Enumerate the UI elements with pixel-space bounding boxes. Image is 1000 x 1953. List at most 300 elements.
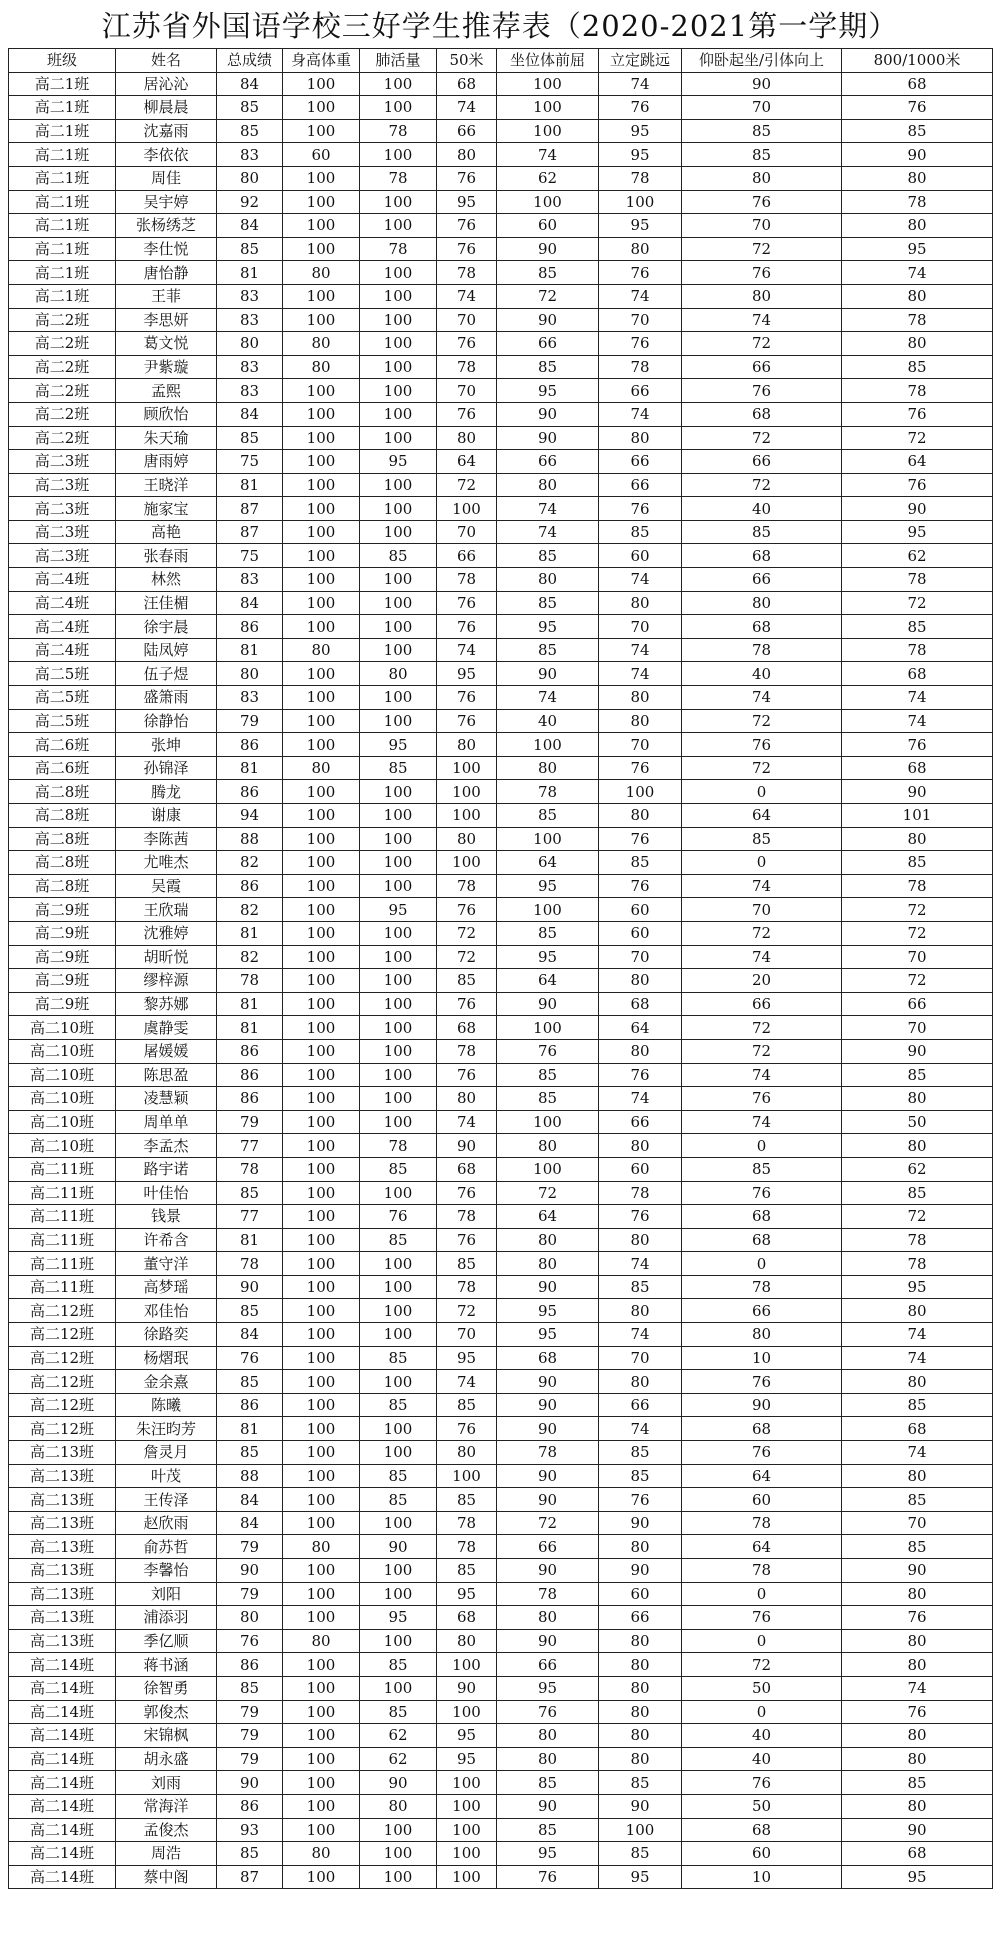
run-50m-cell: 76 [437, 709, 497, 733]
lung-capacity-cell: 85 [360, 756, 437, 780]
situps-pullups-cell: 50 [682, 1794, 842, 1818]
name-cell: 常海洋 [116, 1794, 217, 1818]
situps-pullups-cell: 76 [682, 379, 842, 403]
run-800-1000m-cell: 78 [842, 638, 993, 662]
sit-reach-cell: 95 [497, 945, 599, 969]
class-cell: 高二3班 [9, 497, 116, 521]
sit-reach-cell: 90 [497, 1275, 599, 1299]
run-800-1000m-cell: 85 [842, 615, 993, 639]
class-cell: 高二8班 [9, 804, 116, 828]
situps-pullups-cell: 76 [682, 190, 842, 214]
run-800-1000m-cell: 90 [842, 143, 993, 167]
sit-reach-cell: 64 [497, 969, 599, 993]
sit-reach-cell: 100 [497, 827, 599, 851]
column-header-50m: 50米 [437, 49, 497, 73]
lung-capacity-cell: 100 [360, 591, 437, 615]
situps-pullups-cell: 76 [682, 1370, 842, 1394]
lung-capacity-cell: 100 [360, 284, 437, 308]
total-cell: 79 [217, 1110, 283, 1134]
long-jump-cell: 80 [599, 969, 682, 993]
name-cell: 叶佳怡 [116, 1181, 217, 1205]
situps-pullups-cell: 85 [682, 1157, 842, 1181]
long-jump-cell: 74 [599, 662, 682, 686]
class-cell: 高二14班 [9, 1676, 116, 1700]
situps-pullups-cell: 0 [682, 1134, 842, 1158]
total-cell: 92 [217, 190, 283, 214]
height-weight-cell: 80 [283, 261, 360, 285]
table-row [9, 1039, 993, 1063]
situps-pullups-cell: 76 [682, 1441, 842, 1465]
total-cell: 83 [217, 379, 283, 403]
sit-reach-cell: 95 [497, 379, 599, 403]
height-weight-cell: 100 [283, 544, 360, 568]
table-row [9, 733, 993, 757]
height-weight-cell: 100 [283, 1653, 360, 1677]
run-50m-cell: 78 [437, 568, 497, 592]
run-800-1000m-cell: 85 [842, 1181, 993, 1205]
run-50m-cell: 78 [437, 1039, 497, 1063]
situps-pullups-cell: 90 [682, 1393, 842, 1417]
column-header-name: 姓名 [116, 49, 217, 73]
class-cell: 高二1班 [9, 166, 116, 190]
lung-capacity-cell: 100 [360, 921, 437, 945]
lung-capacity-cell: 78 [360, 119, 437, 143]
class-cell: 高二13班 [9, 1629, 116, 1653]
class-cell: 高二11班 [9, 1205, 116, 1229]
run-800-1000m-cell: 85 [842, 1488, 993, 1512]
run-800-1000m-cell: 68 [842, 756, 993, 780]
class-cell: 高二13班 [9, 1559, 116, 1583]
situps-pullups-cell: 40 [682, 1747, 842, 1771]
name-cell: 周佳 [116, 166, 217, 190]
total-cell: 81 [217, 261, 283, 285]
situps-pullups-cell: 70 [682, 898, 842, 922]
lung-capacity-cell: 100 [360, 615, 437, 639]
recommendation-table [8, 48, 993, 1889]
long-jump-cell: 66 [599, 1393, 682, 1417]
run-50m-cell: 68 [437, 72, 497, 96]
long-jump-cell: 85 [599, 1464, 682, 1488]
total-cell: 82 [217, 898, 283, 922]
situps-pullups-cell: 70 [682, 96, 842, 120]
lung-capacity-cell: 100 [360, 804, 437, 828]
run-50m-cell: 64 [437, 450, 497, 474]
table-row [9, 1794, 993, 1818]
name-cell: 孟熙 [116, 379, 217, 403]
name-cell: 董守洋 [116, 1252, 217, 1276]
run-800-1000m-cell: 90 [842, 1039, 993, 1063]
table-row [9, 1299, 993, 1323]
lung-capacity-cell: 100 [360, 992, 437, 1016]
run-50m-cell: 100 [437, 1865, 497, 1889]
sit-reach-cell: 76 [497, 1039, 599, 1063]
long-jump-cell: 95 [599, 119, 682, 143]
run-50m-cell: 76 [437, 1228, 497, 1252]
lung-capacity-cell: 85 [360, 1464, 437, 1488]
class-cell: 高二11班 [9, 1275, 116, 1299]
situps-pullups-cell: 72 [682, 1039, 842, 1063]
run-50m-cell: 66 [437, 544, 497, 568]
lung-capacity-cell: 100 [360, 1582, 437, 1606]
table-row [9, 284, 993, 308]
class-cell: 高二6班 [9, 756, 116, 780]
name-cell: 俞苏哲 [116, 1535, 217, 1559]
lung-capacity-cell: 78 [360, 166, 437, 190]
run-50m-cell: 100 [437, 497, 497, 521]
table-row [9, 1275, 993, 1299]
height-weight-cell: 100 [283, 898, 360, 922]
total-cell: 81 [217, 473, 283, 497]
sit-reach-cell: 78 [497, 1441, 599, 1465]
name-cell: 居沁沁 [116, 72, 217, 96]
sit-reach-cell: 76 [497, 1865, 599, 1889]
lung-capacity-cell: 85 [360, 1488, 437, 1512]
long-jump-cell: 95 [599, 143, 682, 167]
total-cell: 85 [217, 96, 283, 120]
height-weight-cell: 100 [283, 308, 360, 332]
height-weight-cell: 80 [283, 638, 360, 662]
sit-reach-cell: 95 [497, 1842, 599, 1866]
run-50m-cell: 68 [437, 1157, 497, 1181]
run-50m-cell: 100 [437, 756, 497, 780]
table-row [9, 1063, 993, 1087]
run-50m-cell: 74 [437, 638, 497, 662]
class-cell: 高二10班 [9, 1039, 116, 1063]
class-cell: 高二14班 [9, 1700, 116, 1724]
height-weight-cell: 100 [283, 214, 360, 238]
class-cell: 高二13班 [9, 1464, 116, 1488]
class-cell: 高二14班 [9, 1653, 116, 1677]
lung-capacity-cell: 100 [360, 520, 437, 544]
long-jump-cell: 85 [599, 851, 682, 875]
column-header-total: 总成绩 [217, 49, 283, 73]
table-row [9, 1511, 993, 1535]
total-cell: 86 [217, 874, 283, 898]
total-cell: 86 [217, 780, 283, 804]
lung-capacity-cell: 100 [360, 686, 437, 710]
long-jump-cell: 78 [599, 1181, 682, 1205]
sit-reach-cell: 95 [497, 874, 599, 898]
sit-reach-cell: 100 [497, 119, 599, 143]
long-jump-cell: 85 [599, 1771, 682, 1795]
run-800-1000m-cell: 85 [842, 851, 993, 875]
run-50m-cell: 100 [437, 851, 497, 875]
long-jump-cell: 80 [599, 1700, 682, 1724]
total-cell: 83 [217, 284, 283, 308]
run-50m-cell: 74 [437, 1110, 497, 1134]
run-800-1000m-cell: 72 [842, 426, 993, 450]
long-jump-cell: 80 [599, 1134, 682, 1158]
lung-capacity-cell: 76 [360, 1205, 437, 1229]
run-50m-cell: 100 [437, 804, 497, 828]
situps-pullups-cell: 40 [682, 662, 842, 686]
situps-pullups-cell: 76 [682, 1087, 842, 1111]
class-cell: 高二14班 [9, 1724, 116, 1748]
lung-capacity-cell: 100 [360, 1511, 437, 1535]
run-50m-cell: 76 [437, 1417, 497, 1441]
lung-capacity-cell: 100 [360, 426, 437, 450]
run-50m-cell: 85 [437, 1393, 497, 1417]
run-50m-cell: 72 [437, 1299, 497, 1323]
lung-capacity-cell: 95 [360, 1606, 437, 1630]
lung-capacity-cell: 85 [360, 1393, 437, 1417]
total-cell: 84 [217, 402, 283, 426]
sit-reach-cell: 90 [497, 308, 599, 332]
long-jump-cell: 70 [599, 615, 682, 639]
height-weight-cell: 100 [283, 921, 360, 945]
lung-capacity-cell: 78 [360, 237, 437, 261]
run-800-1000m-cell: 72 [842, 591, 993, 615]
name-cell: 胡永盛 [116, 1747, 217, 1771]
sit-reach-cell: 80 [497, 473, 599, 497]
lung-capacity-cell: 100 [360, 1063, 437, 1087]
situps-pullups-cell: 40 [682, 1724, 842, 1748]
run-800-1000m-cell: 95 [842, 1275, 993, 1299]
total-cell: 80 [217, 1606, 283, 1630]
lung-capacity-cell: 100 [360, 332, 437, 356]
lung-capacity-cell: 100 [360, 497, 437, 521]
name-cell: 柳晨晨 [116, 96, 217, 120]
run-50m-cell: 85 [437, 1559, 497, 1583]
class-cell: 高二10班 [9, 1134, 116, 1158]
run-800-1000m-cell: 80 [842, 1653, 993, 1677]
table-row [9, 497, 993, 521]
situps-pullups-cell: 72 [682, 709, 842, 733]
run-800-1000m-cell: 68 [842, 1842, 993, 1866]
run-800-1000m-cell: 85 [842, 1771, 993, 1795]
class-cell: 高二1班 [9, 214, 116, 238]
sit-reach-cell: 95 [497, 615, 599, 639]
table-row [9, 1676, 993, 1700]
lung-capacity-cell: 90 [360, 1771, 437, 1795]
height-weight-cell: 100 [283, 804, 360, 828]
run-50m-cell: 68 [437, 1016, 497, 1040]
table-row [9, 214, 993, 238]
name-cell: 徐宇晨 [116, 615, 217, 639]
total-cell: 78 [217, 1157, 283, 1181]
table-row [9, 1016, 993, 1040]
height-weight-cell: 100 [283, 1488, 360, 1512]
run-800-1000m-cell: 101 [842, 804, 993, 828]
height-weight-cell: 100 [283, 1441, 360, 1465]
name-cell: 蒋书涵 [116, 1653, 217, 1677]
run-800-1000m-cell: 78 [842, 190, 993, 214]
total-cell: 85 [217, 1676, 283, 1700]
run-50m-cell: 74 [437, 96, 497, 120]
lung-capacity-cell: 100 [360, 214, 437, 238]
sit-reach-cell: 85 [497, 544, 599, 568]
situps-pullups-cell: 76 [682, 733, 842, 757]
name-cell: 周浩 [116, 1842, 217, 1866]
total-cell: 85 [217, 237, 283, 261]
long-jump-cell: 74 [599, 1323, 682, 1347]
run-50m-cell: 76 [437, 402, 497, 426]
document-title: 江苏省外国语学校三好学生推荐表（2020-2021第一学期） [101, 9, 899, 43]
name-cell: 朱天瑜 [116, 426, 217, 450]
run-50m-cell: 78 [437, 874, 497, 898]
total-cell: 84 [217, 72, 283, 96]
total-cell: 79 [217, 1724, 283, 1748]
height-weight-cell: 100 [283, 851, 360, 875]
class-cell: 高二8班 [9, 827, 116, 851]
total-cell: 79 [217, 1535, 283, 1559]
lung-capacity-cell: 100 [360, 1039, 437, 1063]
height-weight-cell: 100 [283, 1252, 360, 1276]
lung-capacity-cell: 100 [360, 1559, 437, 1583]
table-row [9, 1134, 993, 1158]
sit-reach-cell: 80 [497, 1747, 599, 1771]
class-cell: 高二8班 [9, 780, 116, 804]
height-weight-cell: 100 [283, 686, 360, 710]
sit-reach-cell: 60 [497, 214, 599, 238]
run-50m-cell: 100 [437, 1794, 497, 1818]
class-cell: 高二8班 [9, 851, 116, 875]
table-row [9, 1110, 993, 1134]
run-50m-cell: 100 [437, 1653, 497, 1677]
name-cell: 李依依 [116, 143, 217, 167]
class-cell: 高二2班 [9, 308, 116, 332]
table-row [9, 874, 993, 898]
run-800-1000m-cell: 64 [842, 450, 993, 474]
table-row [9, 1228, 993, 1252]
table-row [9, 332, 993, 356]
table-row [9, 1653, 993, 1677]
sit-reach-cell: 100 [497, 1157, 599, 1181]
situps-pullups-cell: 72 [682, 921, 842, 945]
height-weight-cell: 100 [283, 426, 360, 450]
sit-reach-cell: 85 [497, 1818, 599, 1842]
situps-pullups-cell: 66 [682, 355, 842, 379]
situps-pullups-cell: 0 [682, 1582, 842, 1606]
name-cell: 施家宝 [116, 497, 217, 521]
sit-reach-cell: 90 [497, 402, 599, 426]
run-800-1000m-cell: 78 [842, 568, 993, 592]
table-row [9, 1441, 993, 1465]
run-800-1000m-cell: 66 [842, 992, 993, 1016]
total-cell: 79 [217, 1582, 283, 1606]
lung-capacity-cell: 100 [360, 1865, 437, 1889]
run-800-1000m-cell: 76 [842, 1606, 993, 1630]
long-jump-cell: 68 [599, 992, 682, 1016]
long-jump-cell: 74 [599, 568, 682, 592]
name-cell: 顾欣怡 [116, 402, 217, 426]
long-jump-cell: 100 [599, 190, 682, 214]
class-cell: 高二2班 [9, 332, 116, 356]
total-cell: 84 [217, 1488, 283, 1512]
lung-capacity-cell: 100 [360, 1110, 437, 1134]
sit-reach-cell: 100 [497, 72, 599, 96]
name-cell: 腾龙 [116, 780, 217, 804]
height-weight-cell: 100 [283, 402, 360, 426]
class-cell: 高二9班 [9, 898, 116, 922]
long-jump-cell: 80 [599, 1653, 682, 1677]
sit-reach-cell: 80 [497, 1134, 599, 1158]
class-cell: 高二12班 [9, 1370, 116, 1394]
sit-reach-cell: 95 [497, 1323, 599, 1347]
lung-capacity-cell: 100 [360, 1629, 437, 1653]
long-jump-cell: 70 [599, 945, 682, 969]
class-cell: 高二13班 [9, 1441, 116, 1465]
total-cell: 83 [217, 686, 283, 710]
table-row [9, 756, 993, 780]
height-weight-cell: 100 [283, 1346, 360, 1370]
sit-reach-cell: 85 [497, 1063, 599, 1087]
lung-capacity-cell: 85 [360, 1157, 437, 1181]
run-50m-cell: 66 [437, 119, 497, 143]
run-800-1000m-cell: 80 [842, 1299, 993, 1323]
table-row [9, 1323, 993, 1347]
table-row [9, 1582, 993, 1606]
run-50m-cell: 80 [437, 733, 497, 757]
height-weight-cell: 100 [283, 874, 360, 898]
situps-pullups-cell: 66 [682, 450, 842, 474]
height-weight-cell: 100 [283, 1063, 360, 1087]
table-row [9, 921, 993, 945]
table-row [9, 402, 993, 426]
run-50m-cell: 95 [437, 662, 497, 686]
lung-capacity-cell: 62 [360, 1747, 437, 1771]
long-jump-cell: 80 [599, 591, 682, 615]
run-50m-cell: 76 [437, 591, 497, 615]
name-cell: 路宇诺 [116, 1157, 217, 1181]
height-weight-cell: 100 [283, 1794, 360, 1818]
class-cell: 高二14班 [9, 1865, 116, 1889]
lung-capacity-cell: 100 [360, 261, 437, 285]
sit-reach-cell: 100 [497, 1110, 599, 1134]
situps-pullups-cell: 0 [682, 851, 842, 875]
total-cell: 85 [217, 426, 283, 450]
name-cell: 高艳 [116, 520, 217, 544]
long-jump-cell: 76 [599, 1488, 682, 1512]
sit-reach-cell: 90 [497, 1464, 599, 1488]
lung-capacity-cell: 100 [360, 1181, 437, 1205]
height-weight-cell: 100 [283, 1747, 360, 1771]
run-50m-cell: 70 [437, 379, 497, 403]
run-50m-cell: 76 [437, 1063, 497, 1087]
run-800-1000m-cell: 70 [842, 1016, 993, 1040]
sit-reach-cell: 80 [497, 1252, 599, 1276]
sit-reach-cell: 74 [497, 143, 599, 167]
situps-pullups-cell: 66 [682, 992, 842, 1016]
total-cell: 78 [217, 969, 283, 993]
run-800-1000m-cell: 90 [842, 1818, 993, 1842]
total-cell: 81 [217, 756, 283, 780]
name-cell: 李仕悦 [116, 237, 217, 261]
run-50m-cell: 72 [437, 473, 497, 497]
column-header-800-1000m: 800/1000米 [842, 49, 993, 73]
total-cell: 79 [217, 709, 283, 733]
long-jump-cell: 80 [599, 709, 682, 733]
run-50m-cell: 100 [437, 1464, 497, 1488]
situps-pullups-cell: 68 [682, 1205, 842, 1229]
sit-reach-cell: 90 [497, 426, 599, 450]
height-weight-cell: 100 [283, 1275, 360, 1299]
situps-pullups-cell: 76 [682, 1771, 842, 1795]
total-cell: 85 [217, 119, 283, 143]
height-weight-cell: 100 [283, 969, 360, 993]
total-cell: 77 [217, 1205, 283, 1229]
situps-pullups-cell: 72 [682, 473, 842, 497]
run-800-1000m-cell: 72 [842, 969, 993, 993]
run-800-1000m-cell: 74 [842, 261, 993, 285]
long-jump-cell: 90 [599, 1794, 682, 1818]
height-weight-cell: 100 [283, 237, 360, 261]
height-weight-cell: 100 [283, 992, 360, 1016]
class-cell: 高二1班 [9, 119, 116, 143]
total-cell: 86 [217, 1653, 283, 1677]
sit-reach-cell: 66 [497, 332, 599, 356]
lung-capacity-cell: 100 [360, 851, 437, 875]
